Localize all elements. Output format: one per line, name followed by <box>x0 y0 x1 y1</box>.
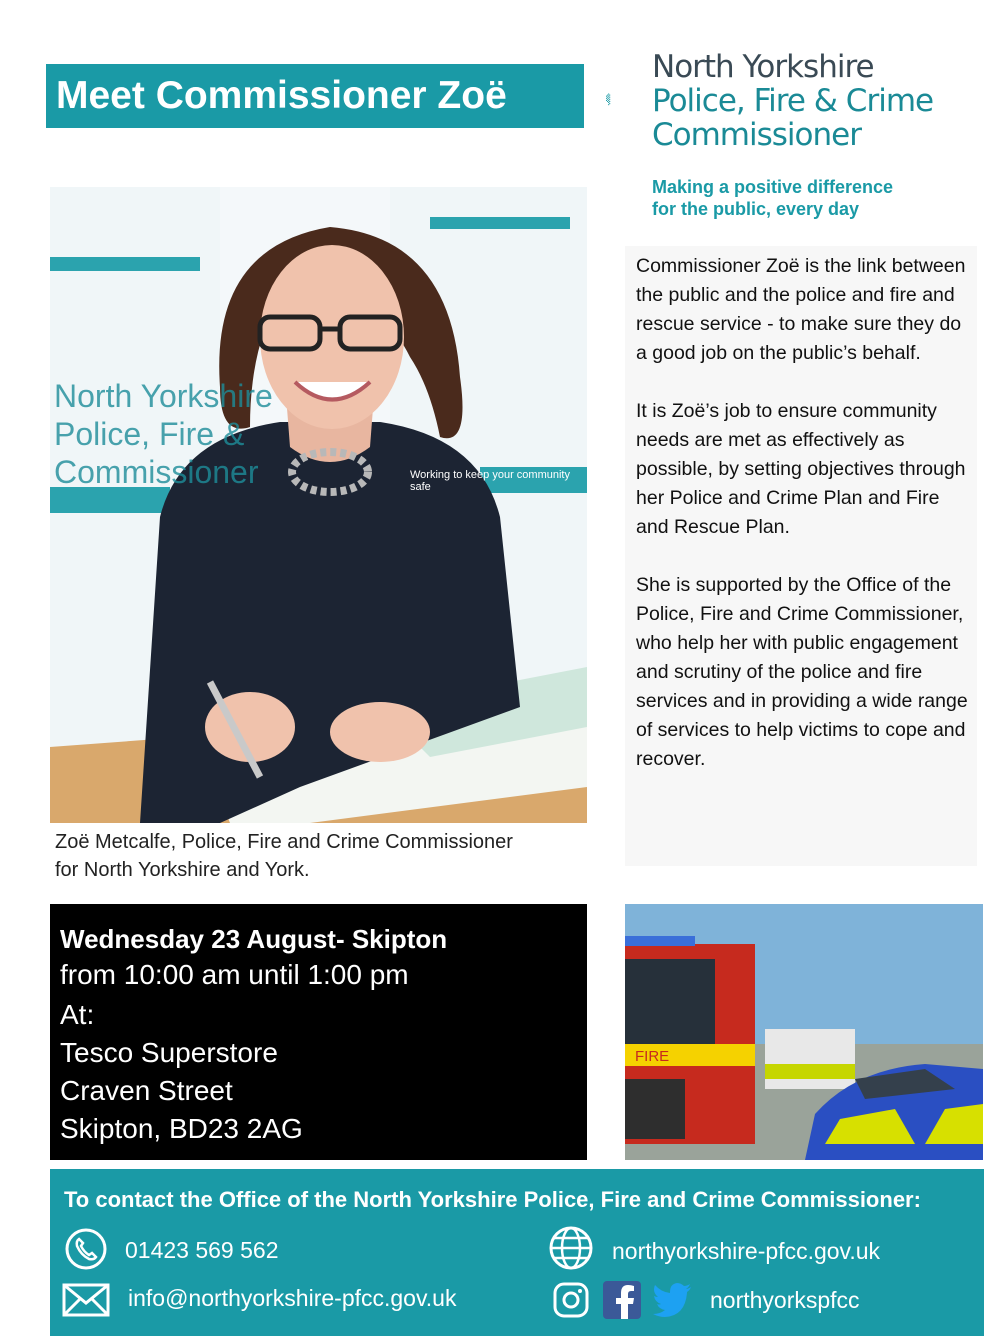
description-paragraph: Commissioner Zoë is the link between the public and the police and fire and rescue service - to make sure they do a good job on the public’s behalf. <box>636 255 966 364</box>
logo-line: Commissioner <box>652 117 861 153</box>
commissioner-photo <box>50 187 587 823</box>
backdrop-line: Commissioner <box>54 454 259 490</box>
logo-line: North Yorkshire <box>652 49 874 85</box>
event-venue: Tesco Superstore <box>60 1037 278 1068</box>
emergency-vehicles-photo <box>625 904 983 1160</box>
tagline-line: Making a positive difference <box>652 177 894 197</box>
tagline-line: for the public, every day <box>652 199 860 219</box>
contact-email[interactable]: info@northyorkshire-pfcc.gov.uk <box>128 1285 457 1311</box>
contact-social-handle[interactable]: northyorkspfcc <box>710 1287 860 1313</box>
backdrop-text <box>54 377 273 491</box>
globe-icon <box>548 1225 594 1271</box>
event-at-label: At: <box>60 999 95 1030</box>
tagline <box>652 176 893 220</box>
backdrop-slogan: Working to keep your community safe <box>410 469 570 493</box>
description-paragraph: She is supported by the Office of the Police, Fire and Crime Commissioner, who help her with public engagement and scrutiny of the police and fire services and in providing a wide range of services to help victims to cope and recover. <box>636 574 968 770</box>
contact-website[interactable]: northyorkshire-pfcc.gov.uk <box>612 1238 881 1264</box>
contact-phone[interactable]: 01423 569 562 <box>125 1237 279 1263</box>
event-time: from 10:00 am until 1:00 pm <box>60 959 409 990</box>
description-paragraph: It is Zoë’s job to ensure community needs are met as effectively as possible, by setting objectives through her Police and Crime Plan and Fire and Rescue Plan. <box>636 400 966 538</box>
logo-squares-icon <box>606 50 646 150</box>
event-street: Craven Street <box>60 1075 233 1106</box>
email-icon <box>62 1283 110 1317</box>
logo-text <box>652 50 933 152</box>
caption-line: Zoë Metcalfe, Police, Fire and Crime Commissioner <box>55 831 513 853</box>
event-town: Skipton, BD23 2AG <box>60 1113 303 1144</box>
photo-caption <box>55 828 595 884</box>
facebook-icon[interactable] <box>603 1281 641 1319</box>
event-date: Wednesday 23 August- Skipton <box>60 924 448 954</box>
twitter-icon[interactable] <box>652 1283 692 1317</box>
page-title: Meet Commissioner Zoë <box>46 64 584 128</box>
event-details <box>50 904 587 1160</box>
caption-line: for North Yorkshire and York. <box>55 859 310 881</box>
phone-icon <box>64 1227 108 1271</box>
logo-line: Police, Fire & Crime <box>652 83 934 119</box>
description-text <box>636 252 976 803</box>
backdrop-line: Police, Fire & <box>54 416 245 452</box>
contact-heading: To contact the Office of the North Yorkshire Police, Fire and Crime Commissioner: <box>64 1187 921 1212</box>
fire-label: FIRE <box>635 1048 670 1065</box>
contact-footer <box>50 1169 984 1336</box>
backdrop-line: North Yorkshire <box>54 378 273 414</box>
instagram-icon[interactable] <box>552 1281 590 1319</box>
